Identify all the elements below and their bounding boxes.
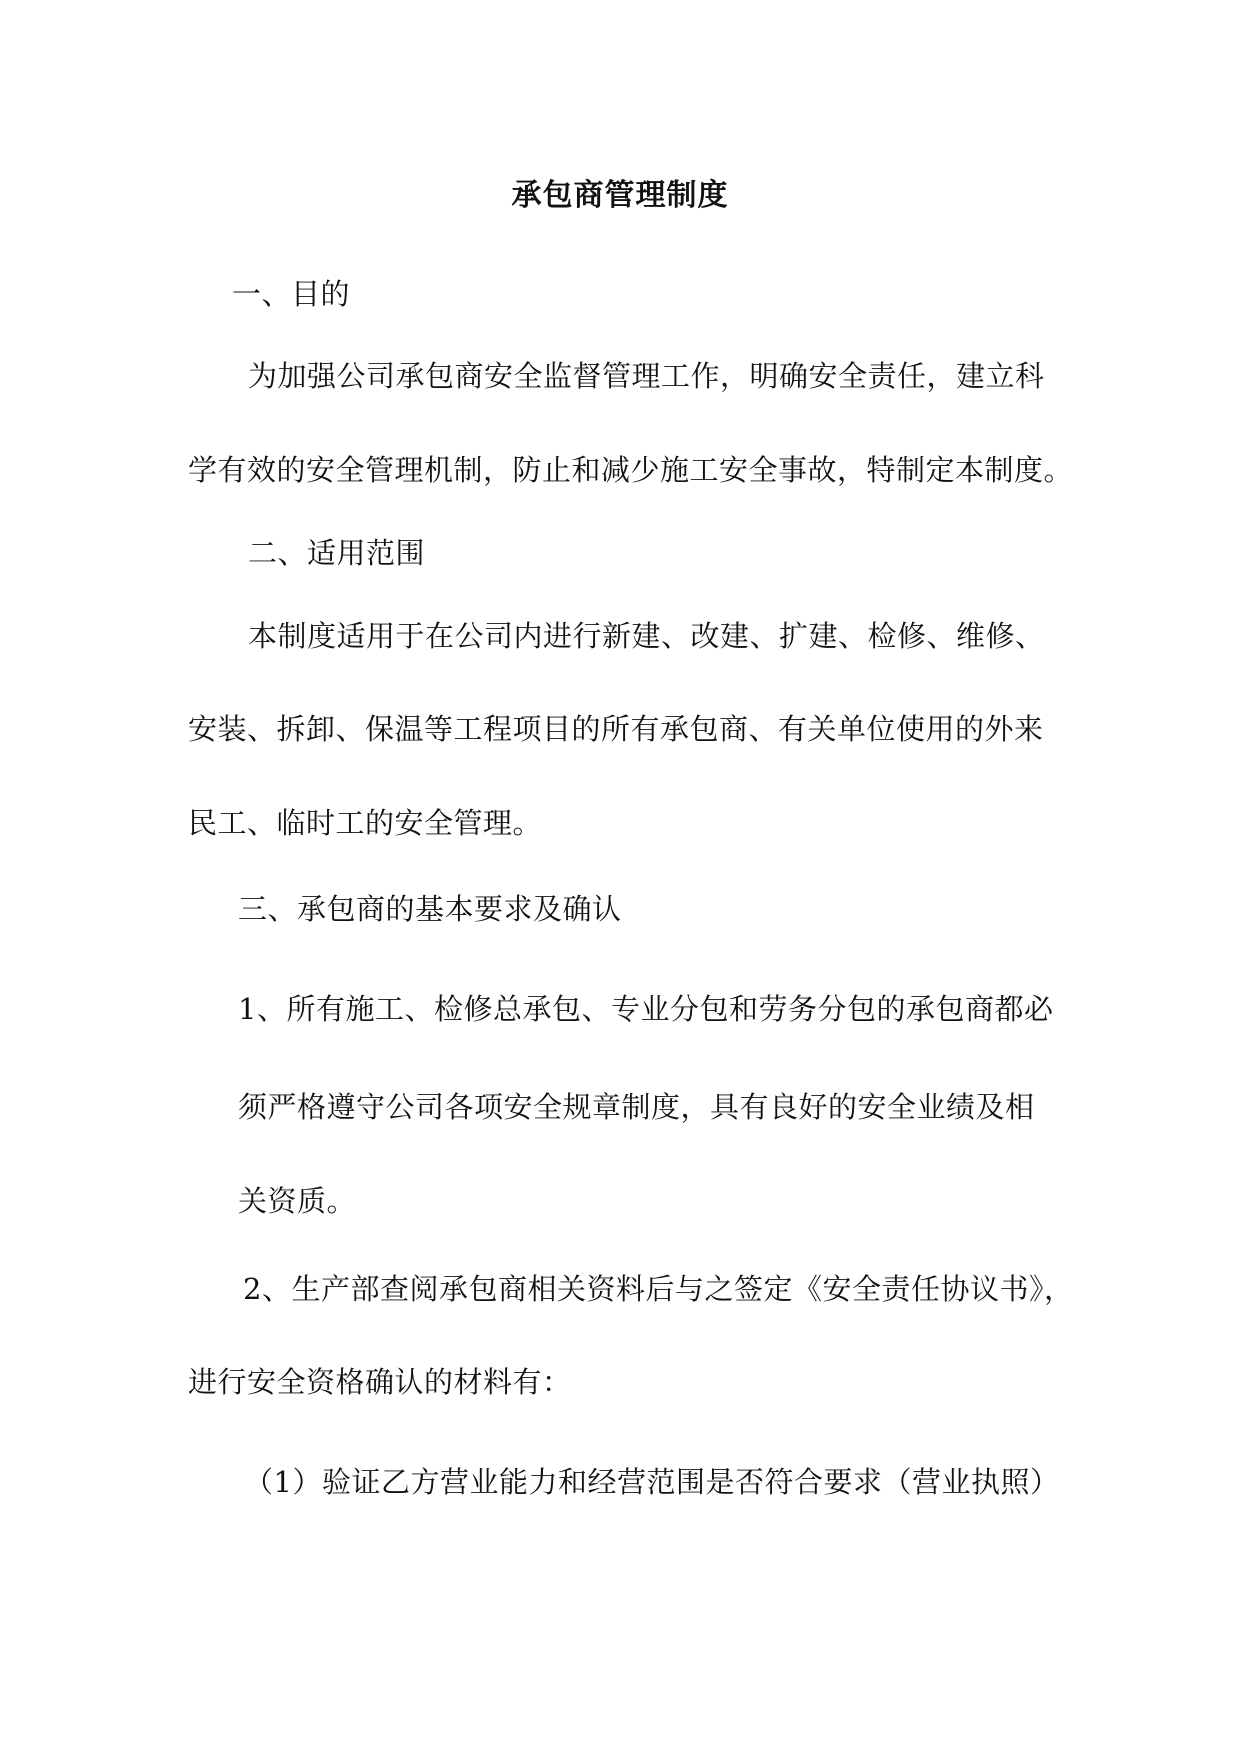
section-heading-scope: 二、适用范围: [248, 536, 426, 570]
paragraph-line: 学有效的安全管理机制，防止和减少施工安全事故，特制定本制度。: [188, 453, 1074, 487]
paragraph-line: 民工、临时工的安全管理。: [188, 806, 543, 840]
list-item-line: 2、生产部查阅承包商相关资料后与之签定《安全责任协议书》，: [243, 1272, 1074, 1306]
section-heading-requirements: 三、承包商的基本要求及确认: [238, 892, 622, 926]
document-title: 承包商管理制度: [511, 178, 729, 213]
sub-item-line: （1）验证乙方营业能力和经营范围是否符合要求（营业执照）: [244, 1465, 1060, 1499]
paragraph-line: 本制度适用于在公司内进行新建、改建、扩建、检修、维修、: [248, 619, 1045, 653]
list-item-line: 进行安全资格确认的材料有：: [188, 1365, 572, 1399]
paragraph-line: 安装、拆卸、保温等工程项目的所有承包商、有关单位使用的外来: [188, 712, 1044, 746]
list-item-line: 1、所有施工、检修总承包、专业分包和劳务分包的承包商都必: [238, 992, 1054, 1026]
list-item-line: 须严格遵守公司各项安全规章制度，具有良好的安全业绩及相: [238, 1090, 1035, 1124]
section-heading-purpose: 一、目的: [232, 277, 351, 311]
paragraph-line: 为加强公司承包商安全监督管理工作，明确安全责任，建立科: [248, 359, 1045, 393]
list-item-line: 关资质。: [238, 1184, 357, 1218]
